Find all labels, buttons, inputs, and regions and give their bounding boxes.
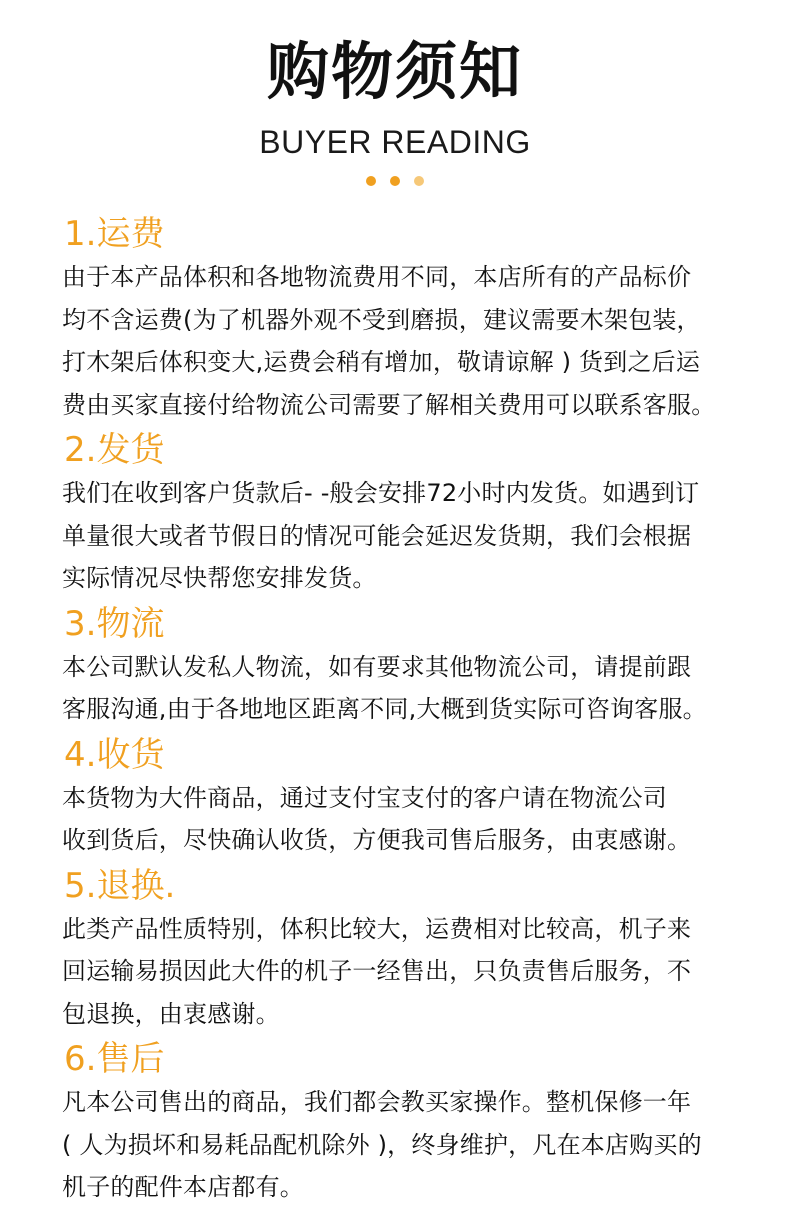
section-heading: 4.收货 [64,734,165,775]
section-body: 我们在收到客户货款后- -般会安排72小时内发货。如遇到订 单量很大或者节假日的情况可能会延迟发货期，我们会根据 实际情况尽快帮您安排发货。 [62,479,700,592]
section-delivery [62,428,742,600]
dot-icon [366,176,376,186]
notice-content [62,212,742,1211]
section-heading: 6.售后 [64,1039,165,1079]
page-header [0,30,790,188]
section-heading: 5.退换. [64,865,176,906]
section-after-sales [62,1037,742,1209]
section-heading: 1.运费 [64,214,165,254]
page-title: 购物须知 [266,35,523,108]
dot-icon [390,176,400,186]
section-body: 由于本产品体积和各地物流费用不同，本店所有的产品标价 均不含运费(为了机器外观不受到磨损，建议需要木架包装， 打木架后体积变大,运费会稍有增加，敬请谅解 ) 货到之后运 费由买家直接付给物流公司需要了解相关费用可以联系客服。 [62,263,716,419]
section-logistics [62,602,742,731]
section-returns [62,864,742,1036]
section-heading: 3.物流 [64,603,165,644]
dot-icon [414,176,424,186]
section-receiving [62,733,742,862]
section-body: 本公司默认发私人物流，如有要求其他物流公司，请提前跟 客服沟通,由于各地地区距离不同,大概到货实际可咨询客服。 [62,652,707,723]
decorative-dots [0,176,790,188]
section-shipping-fee [62,212,742,426]
section-heading: 2.发货 [64,430,165,470]
section-body: 凡本公司售出的商品，我们都会教买家操作。整机保修一年 ( 人为损坏和易耗品配机除外 )，终身维护，凡在本店购买的 机子的配件本店都有。 [62,1088,702,1201]
page-subtitle: BUYER READING [259,124,531,160]
section-body: 此类产品性质特别，体积比较大，运费相对比较高，机子来 回运输易损因此大件的机子一经售出，只负责售后服务，不 包退换，由衷感谢。 [62,914,692,1028]
section-body: 本货物为大件商品，通过支付宝支付的客户请在物流公司 收到货后，尽快确认收货，方便我司售后服务，由衷感谢。 [62,783,692,854]
